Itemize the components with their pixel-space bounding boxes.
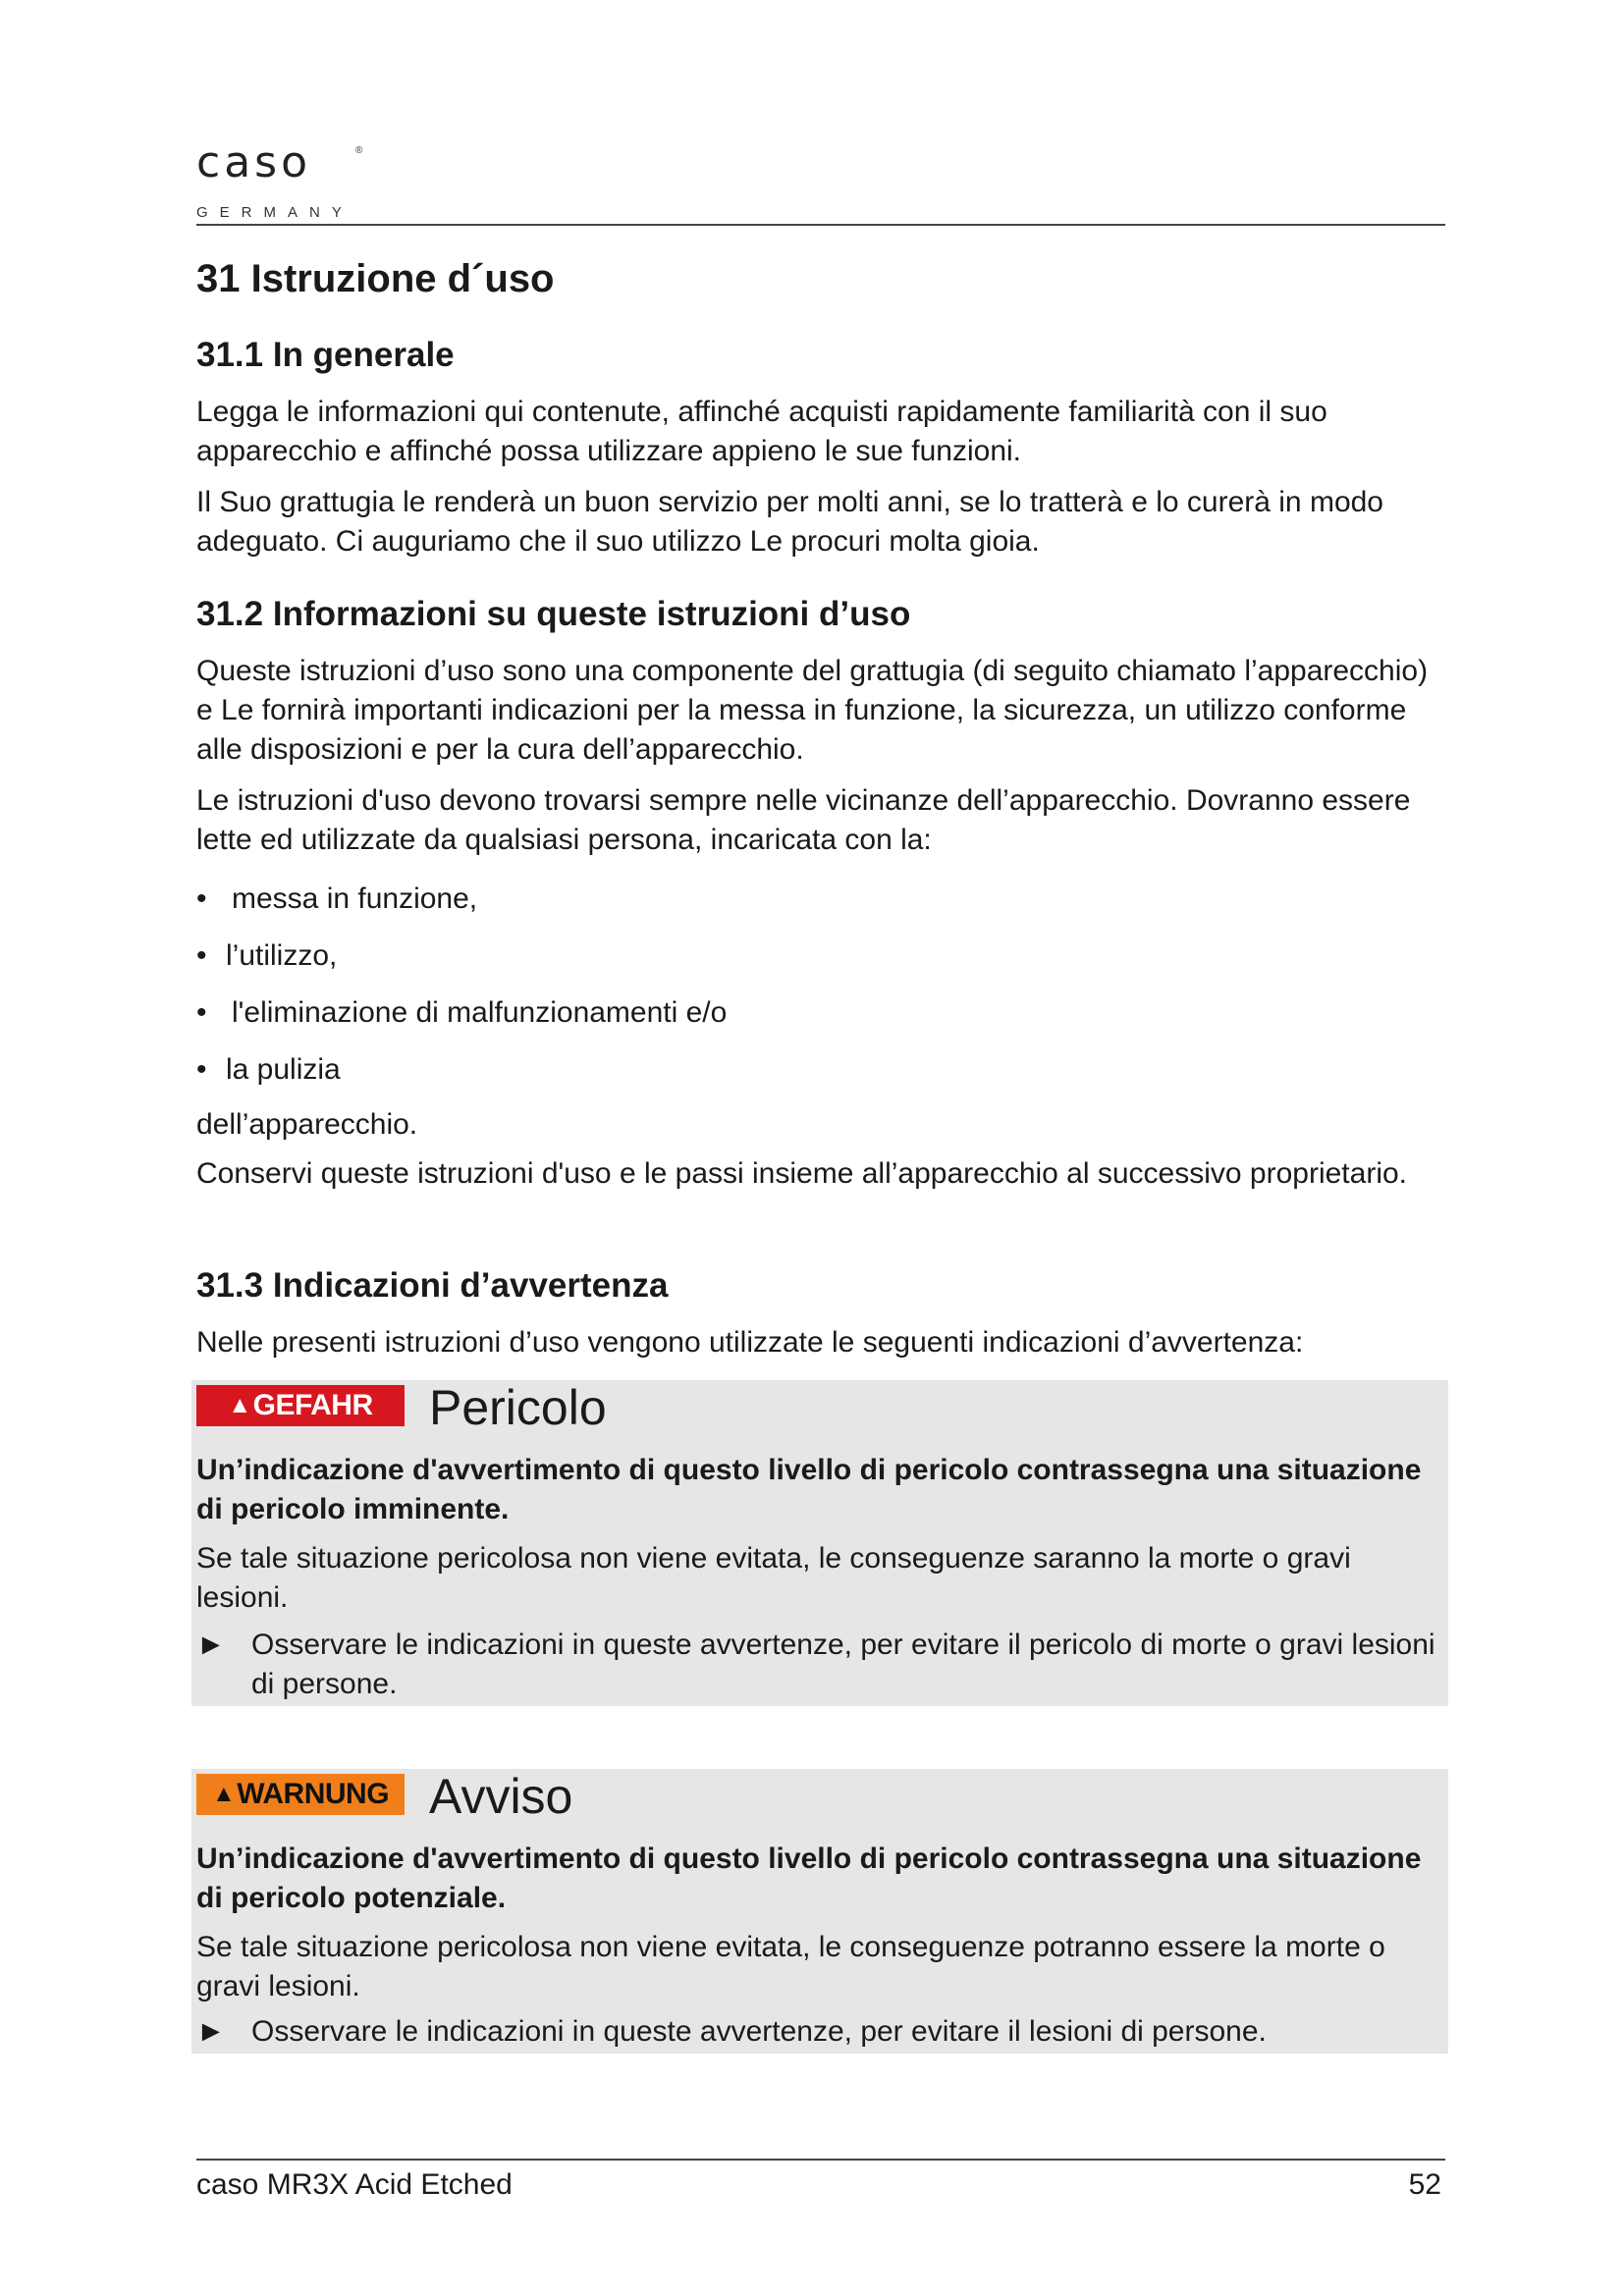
arrow-right-icon: ► xyxy=(196,1629,226,1661)
bullet-icon: • xyxy=(196,882,207,915)
list-item: • l’utilizzo, xyxy=(196,936,337,976)
danger-title: Pericolo xyxy=(429,1380,607,1435)
warning-description: Un’indicazione d'avvertimento di questo livello di pericolo contrassegna una situazione di pericolo potenziale. xyxy=(196,1842,1422,1914)
list-item: • l'eliminazione di malfunzionamenti e/o xyxy=(196,993,727,1033)
danger-badge: ▲GEFAHR xyxy=(196,1385,405,1426)
warning-title: Avviso xyxy=(429,1769,573,1824)
footer-divider xyxy=(196,2159,1445,2161)
list-item: • messa in funzione, xyxy=(196,880,477,919)
info-paragraph-4: Conservi queste istruzioni d'uso e le passi insieme all’apparecchio al successivo proprietario. xyxy=(196,1157,1408,1190)
logo-subtext: GERMANY xyxy=(196,204,353,221)
warning-consequence: Se tale situazione pericolosa non viene evitata, le conseguenze potranno essere la morte o gravi lesioni. xyxy=(196,1931,1385,2002)
warning-triangle-icon: ▲ xyxy=(228,1392,251,1418)
bullet-icon: • xyxy=(196,996,207,1029)
subsection-title-warnings: 31.3 Indicazioni d’avvertenza xyxy=(196,1266,669,1305)
general-paragraph-2: Il Suo grattugia le renderà un buon servizio per molti anni, se lo tratterà e lo curerà in modo adeguato. Ci auguriamo che il suo utilizzo Le procuri molta gioia. xyxy=(196,486,1383,558)
footer-product-name: caso MR3X Acid Etched xyxy=(196,2168,513,2201)
bullet-icon: • xyxy=(196,1053,207,1086)
danger-notice-box xyxy=(191,1380,1448,1706)
subsection-title-general: 31.1 In generale xyxy=(196,336,455,374)
danger-description: Un’indicazione d'avvertimento di questo livello di pericolo contrassegna una situazione di pericolo imminente. xyxy=(196,1454,1422,1525)
subsection-title-info: 31.2 Informazioni su queste istruzioni d’uso xyxy=(196,595,911,633)
bullet-icon: • xyxy=(196,939,207,972)
warning-badge: ▲WARNUNG xyxy=(196,1774,405,1815)
general-paragraph-1: Legga le informazioni qui contenute, affinché acquisti rapidamente familiarità con il suo apparecchio e affinché possa utilizzare appieno le sue funzioni. xyxy=(196,396,1327,467)
header-divider xyxy=(196,224,1445,226)
page-number: 52 xyxy=(1408,2168,1441,2201)
danger-action: ► Osservare le indicazioni in queste avvertenze, per evitare il pericolo di morte o gravi lesioni di persone. xyxy=(196,1626,1438,1704)
info-paragraph-3: dell’apparecchio. xyxy=(196,1108,418,1141)
warnings-intro: Nelle presenti istruzioni d’uso vengono utilizzate le seguenti indicazioni d’avvertenza: xyxy=(196,1326,1304,1359)
section-title: 31 Istruzione d´uso xyxy=(196,257,555,300)
registered-mark: ® xyxy=(355,145,363,156)
arrow-right-icon: ► xyxy=(196,2015,226,2048)
list-item: • la pulizia xyxy=(196,1050,341,1090)
warning-triangle-icon: ▲ xyxy=(211,1781,236,1807)
info-paragraph-2: Le istruzioni d'uso devono trovarsi sempre nelle vicinanze dell’apparecchio. Dovranno essere lette ed utilizzate da qualsiasi persona, incaricata con la: xyxy=(196,784,1411,856)
logo-wordmark: caso xyxy=(196,137,311,187)
brand-logo xyxy=(175,128,381,226)
warning-action: ► Osservare le indicazioni in queste avvertenze, per evitare il lesioni di persone. xyxy=(196,2012,1438,2052)
warning-notice-box xyxy=(191,1769,1448,2054)
danger-consequence: Se tale situazione pericolosa non viene evitata, le conseguenze saranno la morte o gravi lesioni. xyxy=(196,1542,1351,1614)
info-paragraph-1: Queste istruzioni d’uso sono una componente del grattugia (di seguito chiamato l’apparecchio) e Le fornirà importanti indicazioni per la messa in funzione, la sicurezza, un utilizzo conforme alle disposizioni e per la cura dell’apparecchio. xyxy=(196,655,1429,766)
